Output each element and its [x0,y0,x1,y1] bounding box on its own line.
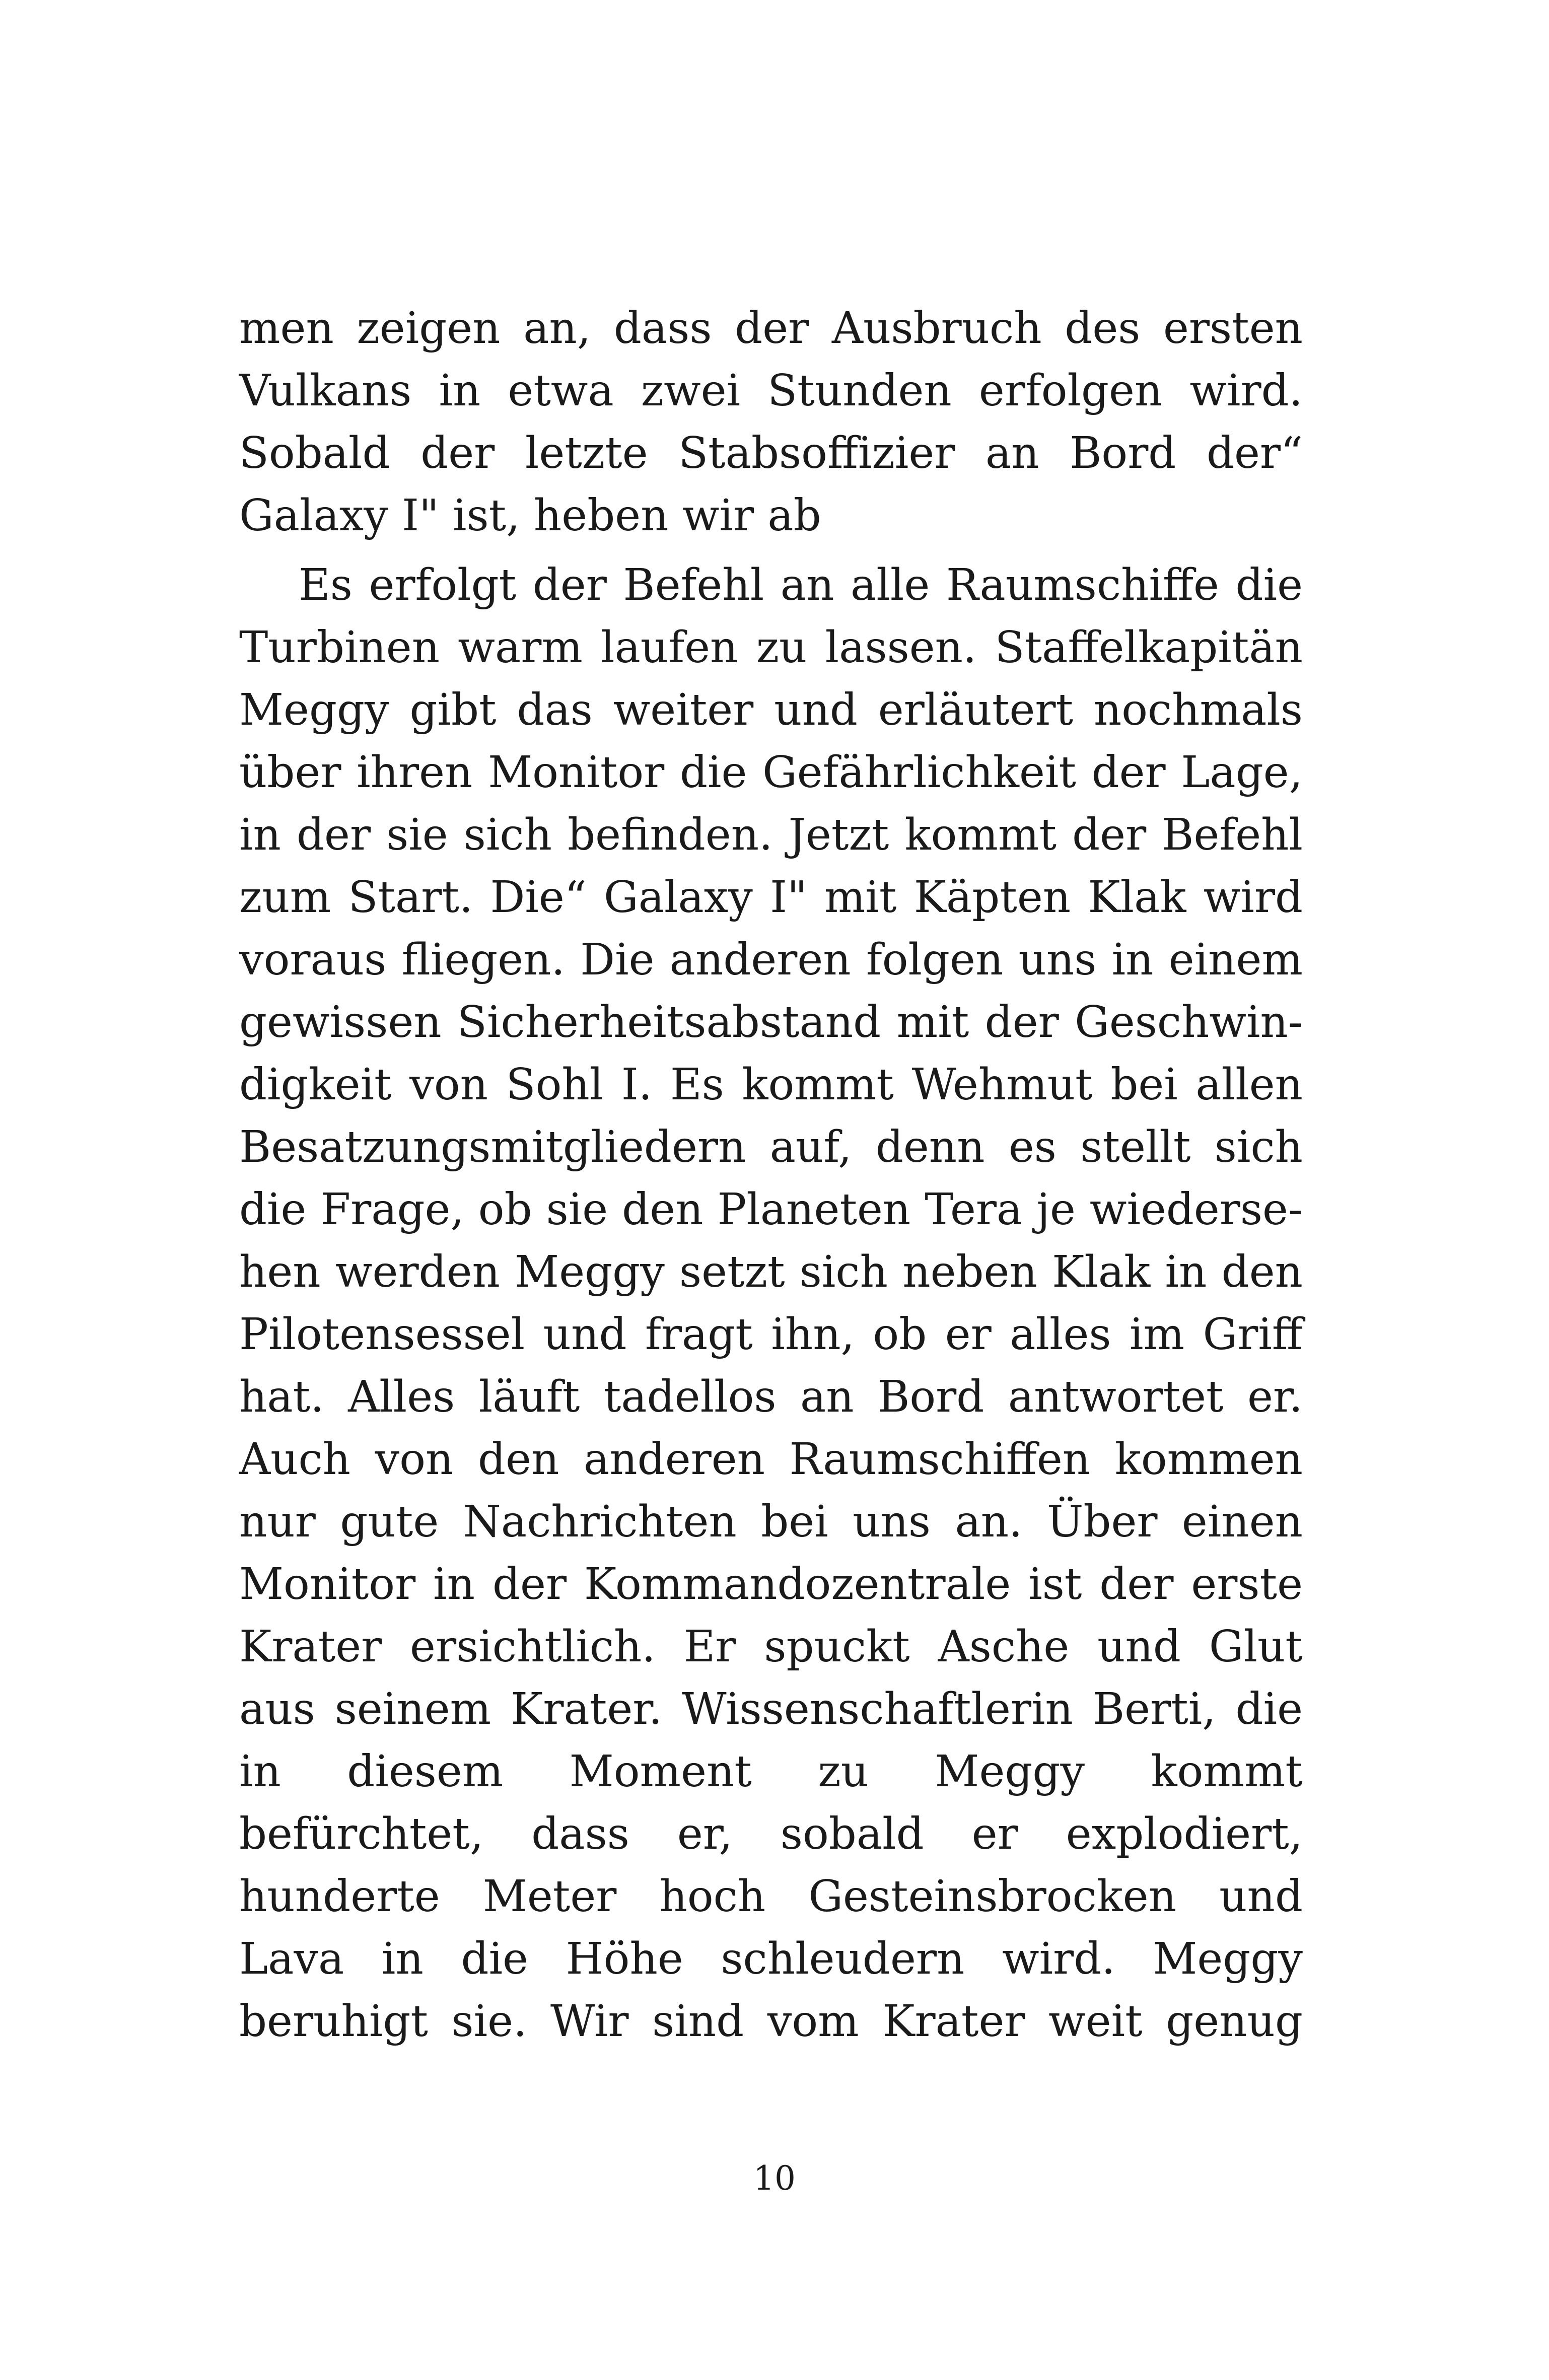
text-line: digkeit von Sohl I. Es kommt Wehmut bei allen [239,1060,1303,1110]
text-line: befürchtet, dass er, sobald er explodiert, [239,1809,1303,1859]
text-line: Pilotensessel und fragt ihn, ob er alles im Griff [239,1309,1303,1360]
text-line: Monitor in der Kommandozentrale ist der erste [239,1559,1303,1609]
text-line: in der sie sich befinden. Jetzt kommt der Befehl [239,810,1303,860]
text-line: Lava in die Höhe schleudern wird. Meggy [239,1934,1303,1984]
text-line: hat. Alles läuft tadellos an Bord antwortet er. [239,1372,1303,1422]
text-line: Turbinen warm laufen zu lassen. Staffelkapitän [239,622,1303,673]
page-number: 10 [753,2159,796,2198]
body-text [239,297,1303,2053]
text-line: Vulkans in etwa zwei Stunden erfolgen wird. [239,366,1303,416]
text-line: über ihren Monitor die Gefährlichkeit der Lage, [239,747,1303,798]
text-line: beruhigt sie. Wir sind vom Krater weit genug [239,1996,1303,2047]
paragraph-gap [239,547,1303,554]
text-line: hen werden Meggy setzt sich neben Klak in den [239,1247,1303,1297]
text-line: men zeigen an, dass der Ausbruch des ersten [239,303,1303,354]
text-line: Besatzungsmitgliedern auf, denn es stellt sich [239,1122,1303,1172]
text-line: voraus fliegen. Die anderen folgen uns in einem [239,935,1303,985]
text-line: aus seinem Krater. Wissenschaftlerin Berti, die [239,1684,1303,1734]
text-line: in diesem Moment zu Meggy kommt [239,1746,1303,1797]
text-line: Sobald der letzte Stabsoffizier an Bord der“ [239,428,1303,478]
text-line: gewissen Sicherheitsabstand mit der Geschwin- [239,997,1303,1047]
text-line: Auch von den anderen Raumschiffen kommen [239,1434,1303,1485]
text-line: Krater ersichtlich. Er spuckt Asche und Glut [239,1622,1303,1672]
text-line: hunderte Meter hoch Gesteinsbrocken und [239,1871,1303,1922]
text-line: zum Start. Die“ Galaxy I" mit Käpten Klak wird [239,872,1303,923]
text-line: Es erfolgt der Befehl an alle Raumschiffe die [299,560,1303,610]
text-line: Meggy gibt das weiter und erläutert nochmals [239,685,1303,735]
text-line: die Frage, ob sie den Planeten Tera je wiederse- [239,1184,1303,1235]
text-line: nur gute Nachrichten bei uns an. Über einen [239,1497,1303,1547]
text-line: Galaxy I" ist, heben wir ab [239,491,821,541]
